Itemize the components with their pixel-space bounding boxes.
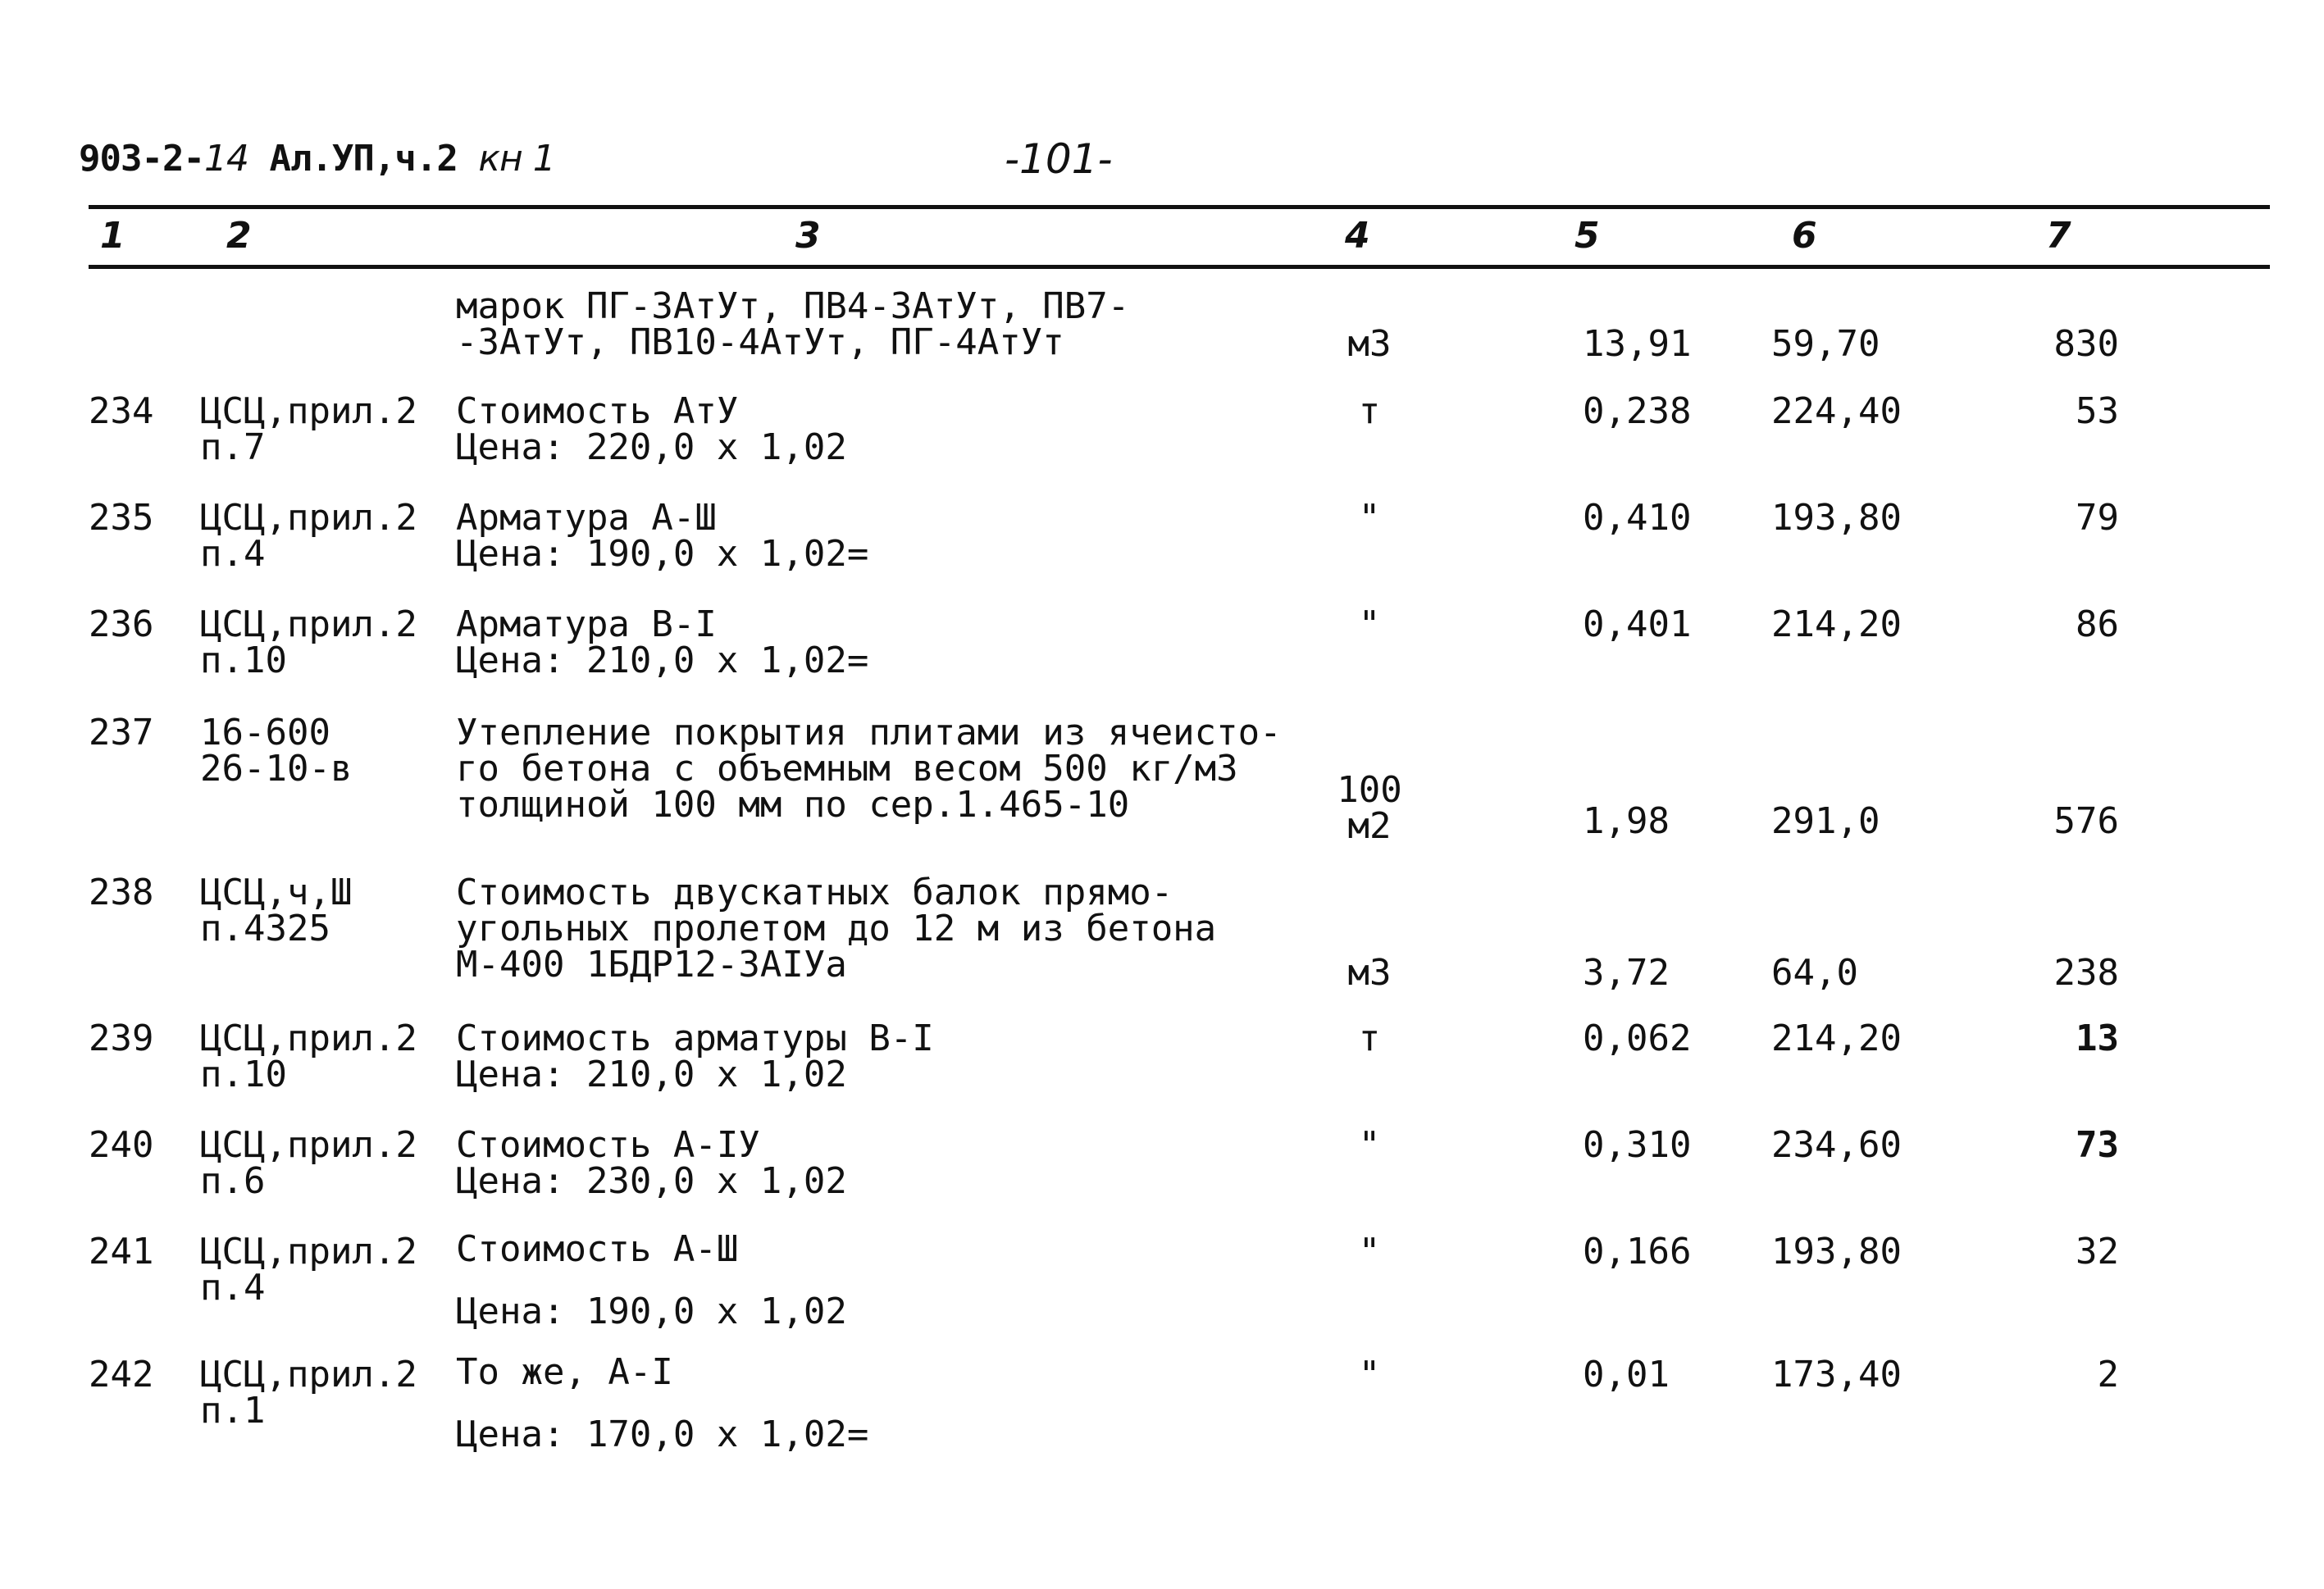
- row-total: 238: [2053, 952, 2119, 994]
- row-reference: ЦСЦ,прил.2 п.4: [200, 1231, 417, 1309]
- table-top-rule: [89, 205, 2270, 209]
- doc-code-handwritten: 14: [203, 138, 248, 180]
- row-description: То же, А-I Цена: 170,0 х 1,02=: [456, 1351, 869, 1455]
- row-unit-price: 59,70: [1771, 323, 1880, 365]
- row-unit-price: 224,40: [1771, 390, 1902, 432]
- row-number: 241: [89, 1231, 154, 1273]
- row-unit: ": [1358, 1124, 1381, 1166]
- row-quantity: 3,72: [1583, 952, 1670, 994]
- column-header-7: 7: [2046, 215, 2071, 257]
- document-code: [79, 138, 555, 180]
- row-total: 53: [2076, 390, 2119, 432]
- row-number: 234: [89, 390, 154, 432]
- row-reference: ЦСЦ,прил.2 п.10: [200, 1018, 417, 1095]
- column-header-6: 6: [1792, 215, 1817, 257]
- column-header-5: 5: [1574, 215, 1600, 257]
- row-unit-price: 193,80: [1771, 1231, 1902, 1273]
- row-reference: ЦСЦ,прил.2 п.4: [200, 497, 417, 575]
- row-unit: 100 м2: [1337, 769, 1402, 847]
- row-description: Стоимость А-IУ Цена: 230,0 х 1,02: [456, 1124, 847, 1202]
- doc-code-album: Ал.УП,ч.2: [269, 138, 458, 180]
- row-unit: ": [1358, 603, 1381, 645]
- row-unit-price: 291,0: [1771, 800, 1880, 842]
- row-reference: 16-600 26-10-в: [200, 712, 353, 790]
- doc-code-book: кн 1: [478, 138, 555, 180]
- row-unit: м3: [1347, 952, 1392, 994]
- row-quantity: 0,410: [1583, 497, 1692, 539]
- page-number: -101-: [1005, 135, 1113, 183]
- row-number: 242: [89, 1354, 154, 1395]
- row-description: Арматура В-I Цена: 210,0 х 1,02=: [456, 603, 869, 681]
- row-quantity: 0,238: [1583, 390, 1692, 432]
- row-total: 79: [2076, 497, 2119, 539]
- row-description: марок ПГ-3АтУт, ПВ4-3АтУт, ПВ7- -3АтУт, ПВ10-4АтУт, ПГ-4АтУт: [456, 285, 1130, 363]
- row-unit-price: 214,20: [1771, 603, 1902, 645]
- row-number: 240: [89, 1124, 154, 1166]
- row-unit-price: 173,40: [1771, 1354, 1902, 1395]
- row-number: 238: [89, 872, 154, 913]
- row-reference: ЦСЦ,прил.2 п.1: [200, 1354, 417, 1432]
- column-header-2: 2: [226, 215, 252, 257]
- row-description: Стоимость АтУ Цена: 220,0 х 1,02: [456, 390, 847, 468]
- row-description: Арматура А-Ш Цена: 190,0 х 1,02=: [456, 497, 869, 575]
- row-total: 576: [2053, 800, 2119, 842]
- row-description: Стоимость арматуры В-I Цена: 210,0 х 1,02: [456, 1018, 934, 1095]
- row-total: 32: [2076, 1231, 2119, 1273]
- column-header-3: 3: [795, 215, 821, 257]
- row-reference: ЦСЦ,прил.2 п.6: [200, 1124, 417, 1202]
- row-description: Стоимость двускатных балок прямо- угольных пролетом до 12 м из бетона М-400 1БДР12-3АIУа: [456, 872, 1217, 986]
- row-unit: м3: [1347, 323, 1392, 365]
- row-unit-price: 193,80: [1771, 497, 1902, 539]
- row-reference: ЦСЦ,прил.2 п.7: [200, 390, 417, 468]
- row-unit-price: 64,0: [1771, 952, 1858, 994]
- row-quantity: 0,401: [1583, 603, 1692, 645]
- row-total: 86: [2076, 603, 2119, 645]
- row-description: Стоимость А-Ш Цена: 190,0 х 1,02: [456, 1228, 847, 1332]
- row-unit: ": [1358, 497, 1381, 539]
- row-number: 237: [89, 712, 154, 754]
- row-quantity: 0,310: [1583, 1124, 1692, 1166]
- row-reference: ЦСЦ,ч,Ш п.4325: [200, 872, 353, 949]
- row-quantity: 0,166: [1583, 1231, 1692, 1273]
- table-header-rule: [89, 265, 2270, 269]
- row-number: 235: [89, 497, 154, 539]
- row-quantity: 13,91: [1583, 323, 1692, 365]
- row-total: 13: [2076, 1018, 2119, 1059]
- row-number: 239: [89, 1018, 154, 1059]
- row-unit: т: [1358, 1018, 1381, 1059]
- row-unit: ": [1358, 1231, 1381, 1273]
- row-unit: ": [1358, 1354, 1381, 1395]
- row-quantity: 0,062: [1583, 1018, 1692, 1059]
- row-total: 830: [2053, 323, 2119, 365]
- row-reference: ЦСЦ,прил.2 п.10: [200, 603, 417, 681]
- row-description: Утепление покрытия плитами из ячеисто- го бетона с объемным весом 500 кг/м3 толщиной 100 мм по сер.1.465-10: [456, 712, 1282, 826]
- row-total: 2: [2097, 1354, 2119, 1395]
- row-total: 73: [2076, 1124, 2119, 1166]
- row-unit-price: 234,60: [1771, 1124, 1902, 1166]
- column-header-1: 1: [100, 215, 125, 257]
- row-quantity: 0,01: [1583, 1354, 1670, 1395]
- row-unit: т: [1358, 390, 1381, 432]
- row-unit-price: 214,20: [1771, 1018, 1902, 1059]
- doc-code-prefix: 903-2-: [79, 138, 204, 180]
- row-quantity: 1,98: [1583, 800, 1670, 842]
- column-header-4: 4: [1345, 215, 1370, 257]
- row-number: 236: [89, 603, 154, 645]
